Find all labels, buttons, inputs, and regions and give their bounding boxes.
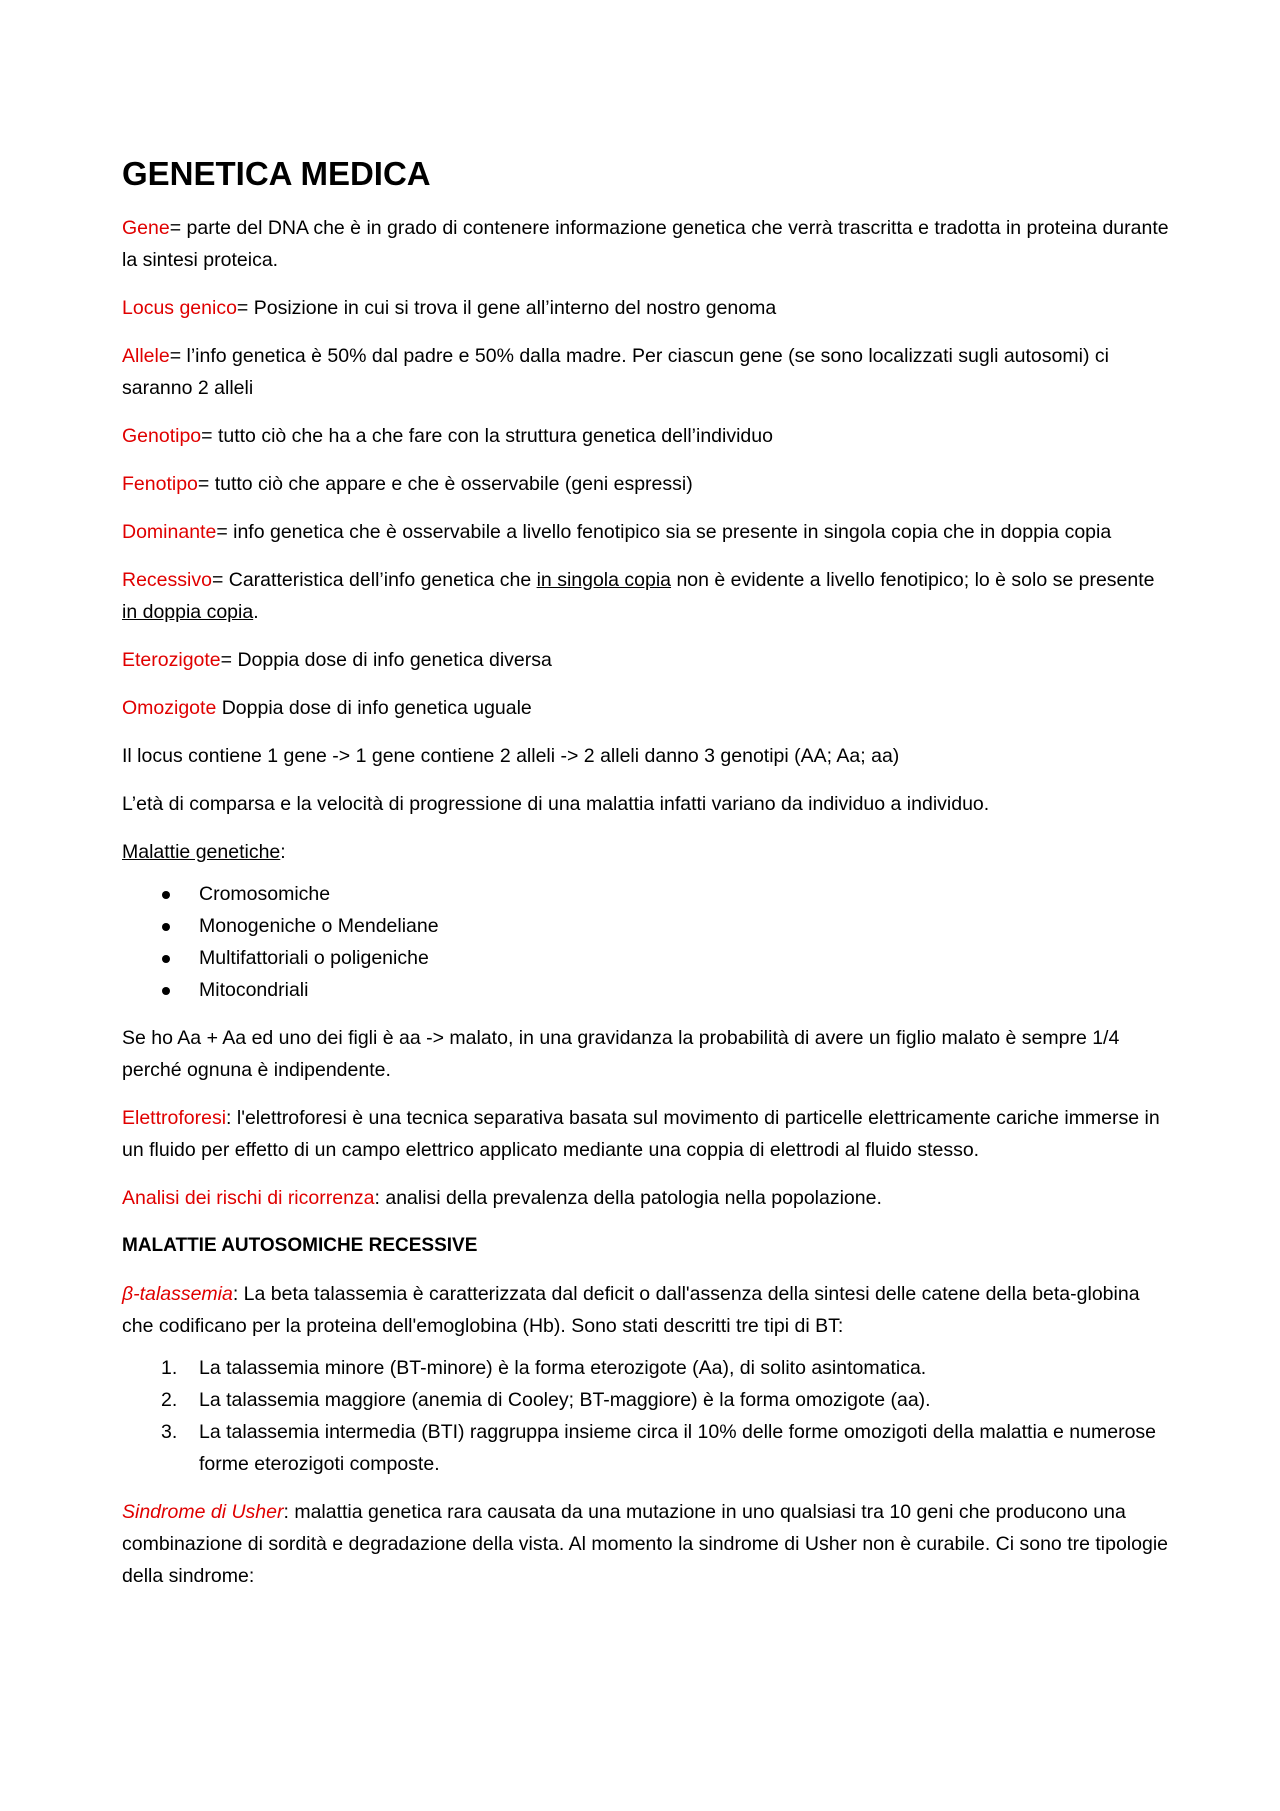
list-item	[122, 942, 1172, 974]
list-item-text: Mitocondriali	[199, 979, 309, 1001]
definition-locus	[122, 292, 1172, 324]
definition-allele	[122, 340, 1172, 404]
talassemia-paragraph	[122, 1278, 1172, 1342]
list-item	[122, 1352, 1172, 1384]
list-number: 3.	[161, 1421, 178, 1443]
term-label: β-talassemia	[122, 1283, 233, 1305]
list-item-text: Cromosomiche	[199, 883, 331, 905]
malattie-colon: :	[280, 841, 286, 863]
definition-text: .	[253, 601, 259, 623]
term-label: Analisi dei rischi di ricorrenza	[122, 1187, 375, 1209]
definition-text: = Caratteristica dell’info genetica che	[211, 569, 537, 591]
definition-text: Doppia dose di info genetica uguale	[216, 697, 532, 719]
definition-text: : malattia genetica rara causata da una mutazione in uno qualsiasi tra 10 geni che producono una combinazione di sordità e degradazione della vista. Al momento la sindrome di Usher non è curabile. Ci sono tre tipologie della sindrome:	[122, 1501, 1169, 1587]
term-label: Recessivo	[122, 569, 212, 591]
list-item-text: Multifattoriali o poligeniche	[199, 947, 429, 969]
definition-text: = parte del DNA che è in grado di contenere informazione genetica che verrà trascritta e tradotta in proteina durante la sintesi proteica.	[122, 217, 1169, 271]
definition-gene	[122, 212, 1172, 276]
term-label: Gene	[122, 217, 170, 239]
section-heading: MALATTIE AUTOSOMICHE RECESSIVE	[122, 1235, 478, 1256]
bullet-icon	[162, 987, 170, 995]
definition-recessivo	[122, 564, 1172, 628]
list-item	[122, 974, 1172, 1006]
definition-omozigote	[122, 692, 1172, 724]
list-item-text: La talassemia minore (BT-minore) è la forma eterozigote (Aa), di solito asintomatica.	[199, 1357, 927, 1379]
list-item-text: La talassemia intermedia (BTI) raggruppa insieme circa il 10% delle forme omozigoti della malattia e numerose forme eterozigoti composte.	[199, 1421, 1157, 1475]
term-label: Omozigote	[122, 697, 217, 719]
definition-text: = Doppia dose di info genetica diversa	[220, 649, 552, 671]
term-label: Genotipo	[122, 425, 202, 447]
eta-paragraph: L’età di comparsa e la velocità di progressione di una malattia infatti variano da individuo a individuo.	[122, 793, 990, 815]
malattie-label: Malattie genetiche	[122, 841, 281, 863]
aa-paragraph: Se ho Aa + Aa ed uno dei figli è aa -> malato, in una gravidanza la probabilità di avere un figlio malato è sempre 1/4 perché ognuna è indipendente.	[122, 1027, 1120, 1081]
term-label: Dominante	[122, 521, 217, 543]
list-item-text: La talassemia maggiore (anemia di Cooley; BT-maggiore) è la forma omozigote (aa).	[199, 1389, 931, 1411]
definition-text: non è evidente a livello fenotipico; lo è solo se presente	[671, 569, 1155, 591]
definition-genotipo	[122, 420, 1172, 452]
underlined-text: in doppia copia	[122, 601, 254, 623]
definition-dominante	[122, 516, 1172, 548]
page-title: GENETICA MEDICA	[122, 155, 431, 192]
term-label: Elettroforesi	[122, 1107, 227, 1129]
malattie-heading	[122, 836, 1172, 868]
bullet-icon	[162, 891, 170, 899]
definition-text: : l'elettroforesi è una tecnica separativa basata sul movimento di particelle elettricamente cariche immerse in un fluido per effetto di un campo elettrico applicato mediante una coppia di elettrodi al fluido stesso.	[122, 1107, 1160, 1161]
definition-eterozigote	[122, 644, 1172, 676]
definition-text: = tutto ciò che appare e che è osservabile (geni espressi)	[197, 473, 693, 495]
definition-text: = info genetica che è osservabile a livello fenotipico sia se presente in singola copia che in doppia copia	[216, 521, 1112, 543]
definition-text: : La beta talassemia è caratterizzata dal deficit o dall'assenza della sintesi delle catene della beta-globina che codificano per la proteina dell'emoglobina (Hb). Sono stati descritti tre tipi di BT:	[122, 1283, 1140, 1337]
definition-text: = l’info genetica è 50% dal padre e 50% dalla madre. Per ciascun gene (se sono localizzati sugli autosomi) ci saranno 2 alleli	[122, 345, 1109, 399]
document-page	[122, 150, 1172, 1608]
list-item-text: Monogeniche o Mendeliane	[199, 915, 439, 937]
list-item	[122, 1416, 1172, 1480]
usher-paragraph	[122, 1496, 1172, 1592]
talassemia-list	[122, 1352, 1172, 1480]
locus-paragraph: Il locus contiene 1 gene -> 1 gene contiene 2 alleli -> 2 alleli danno 3 genotipi (AA; Aa; aa)	[122, 745, 900, 767]
list-item	[122, 910, 1172, 942]
term-label: Eterozigote	[122, 649, 221, 671]
definition-text: = Posizione in cui si trova il gene all’interno del nostro genoma	[236, 297, 777, 319]
definition-text: = tutto ciò che ha a che fare con la struttura genetica dell’individuo	[201, 425, 773, 447]
list-item	[122, 1384, 1172, 1416]
list-number: 2.	[161, 1389, 178, 1411]
definition-analisi	[122, 1182, 1172, 1214]
term-label: Allele	[122, 345, 170, 367]
term-label: Locus genico	[122, 297, 237, 319]
definition-elettroforesi	[122, 1102, 1172, 1166]
definition-fenotipo	[122, 468, 1172, 500]
term-label: Sindrome di Usher	[122, 1501, 284, 1523]
list-number: 1.	[161, 1357, 178, 1379]
bullet-icon	[162, 923, 170, 931]
definition-text: : analisi della prevalenza della patologia nella popolazione.	[374, 1187, 882, 1209]
malattie-list	[122, 878, 1172, 1006]
list-item	[122, 878, 1172, 910]
underlined-text: in singola copia	[536, 569, 672, 591]
term-label: Fenotipo	[122, 473, 198, 495]
bullet-icon	[162, 955, 170, 963]
